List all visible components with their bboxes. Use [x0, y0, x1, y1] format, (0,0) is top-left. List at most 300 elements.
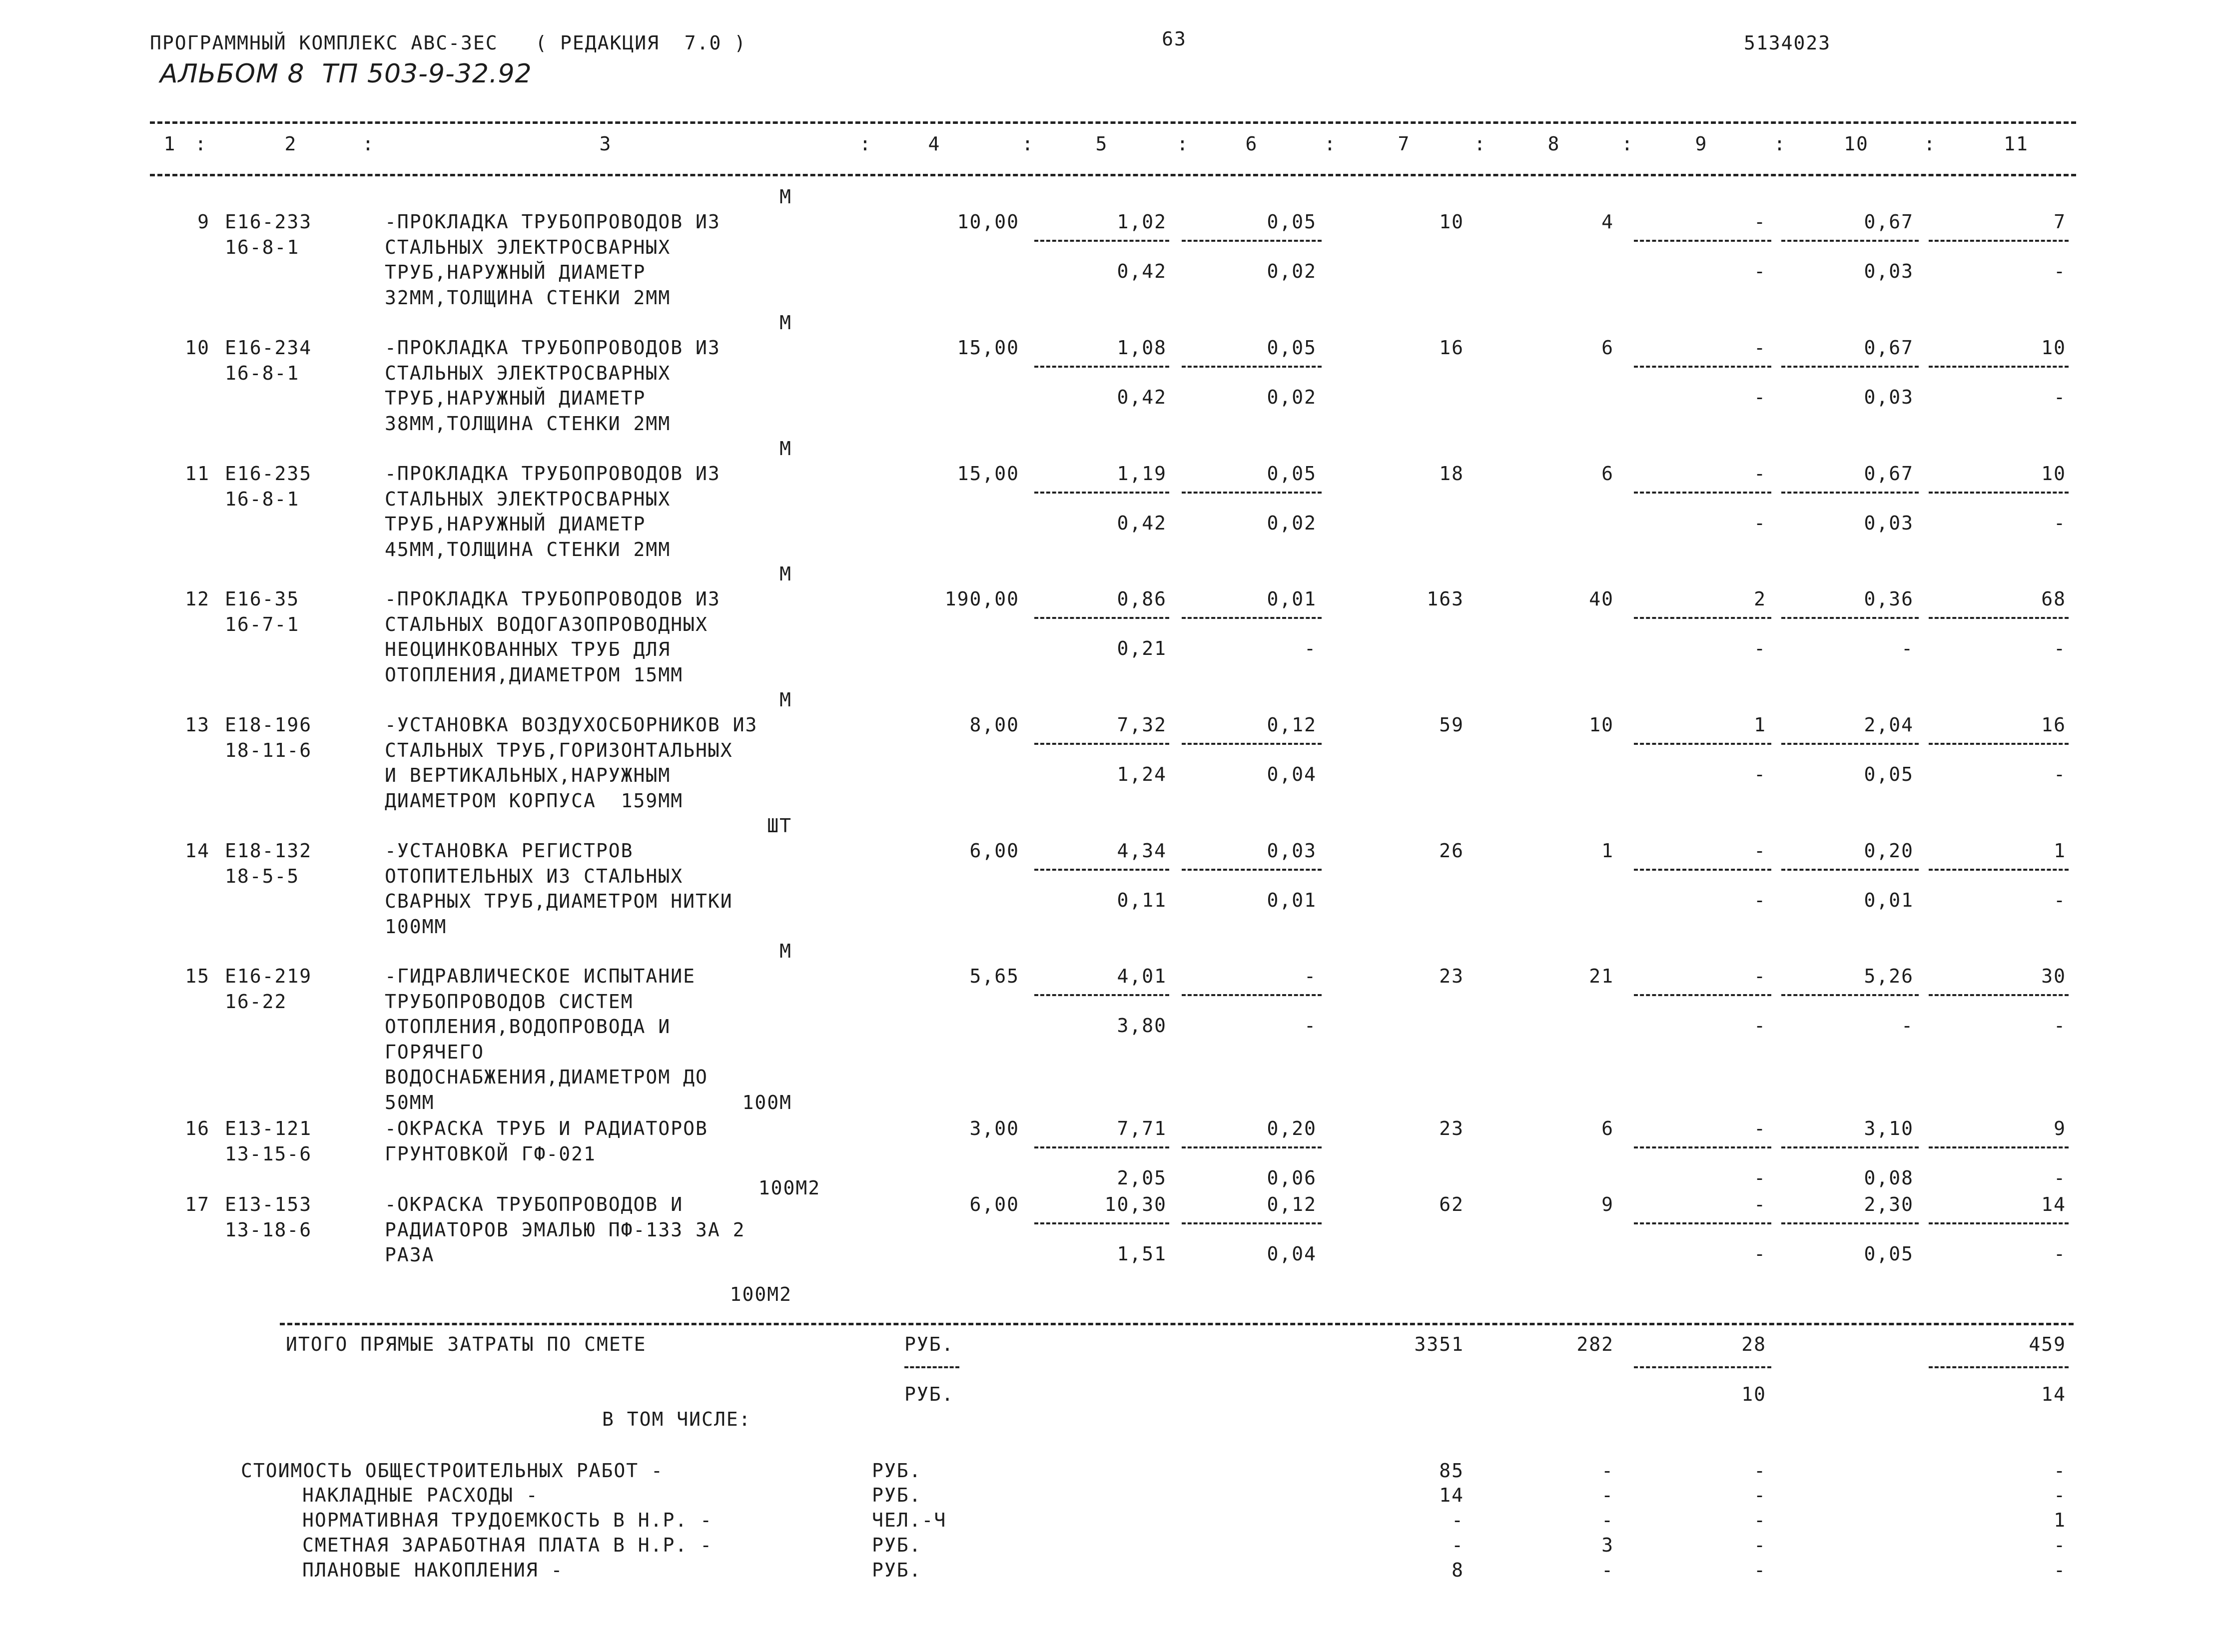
work-description: 50ММ	[385, 1091, 435, 1113]
labor-total: 30	[2041, 965, 2066, 987]
work-description: СТАЛЬНЫХ ВОДОГАЗОПРОВОДНЫХ	[385, 613, 708, 635]
breakdown-unit: РУБ.	[872, 1559, 922, 1581]
unit-cost-wages: 0,42	[1117, 260, 1167, 282]
breakdown-wages: -	[1601, 1559, 1614, 1581]
machine-total: -	[1754, 840, 1766, 862]
column-header-10: 10	[1844, 133, 1869, 155]
unit-label: М	[779, 940, 792, 962]
norm-code-2: 16-7-1	[225, 613, 300, 635]
breakdown-label: НОРМАТИВНАЯ ТРУДОЕМКОСТЬ В Н.Р. -	[302, 1509, 713, 1531]
total-cost: 62	[1439, 1193, 1464, 1215]
unit-label: М	[779, 312, 792, 334]
work-description: 38ММ,ТОЛЩИНА СТЕНКИ 2ММ	[385, 412, 671, 435]
totals-machine-wages: 10	[1741, 1383, 1766, 1405]
album-stamp: АЛЬБОМ 8 ТП 503-9-32.92	[160, 59, 532, 89]
unit-cost-total: 1,02	[1117, 211, 1167, 233]
norm-code: Е18-196	[225, 714, 312, 736]
breakdown-unit: РУБ.	[872, 1534, 922, 1556]
labor-total-machine: -	[2054, 889, 2066, 911]
work-description: -ПРОКЛАДКА ТРУБОПРОВОДОВ ИЗ	[385, 337, 721, 359]
unit-cost-wages: 1,51	[1117, 1243, 1167, 1265]
fraction-rule	[1781, 994, 1919, 996]
norm-code-2: 16-22	[225, 990, 287, 1013]
unit-cost-wages: 0,11	[1117, 889, 1167, 911]
work-description: 45ММ,ТОЛЩИНА СТЕНКИ 2ММ	[385, 538, 671, 560]
labor-total: 14	[2041, 1193, 2066, 1215]
quantity: 15,00	[957, 463, 1019, 485]
work-description: ГРУНТОВКОЙ ГФ-021	[385, 1142, 596, 1165]
machine-cost: 0,05	[1267, 211, 1317, 233]
header-rule-bottom	[150, 174, 2076, 176]
work-description: ГОРЯЧЕГО	[385, 1041, 485, 1063]
totals-wages: 282	[1576, 1333, 1614, 1355]
column-header-6: 6	[1245, 133, 1258, 155]
fraction-rule	[1182, 617, 1322, 619]
work-description: ОТОПЛЕНИЯ,ВОДОПРОВОДА И	[385, 1016, 671, 1038]
total-cost: 10	[1439, 211, 1464, 233]
breakdown-wages: 3	[1601, 1534, 1614, 1556]
breakdown-machine: -	[1754, 1534, 1766, 1556]
totals-unit-2: РУБ.	[904, 1383, 954, 1405]
breakdown-label: СМЕТНАЯ ЗАРАБОТНАЯ ПЛАТА В Н.Р. -	[302, 1534, 713, 1556]
unit-rule	[904, 1366, 959, 1368]
total-wages: 40	[1589, 588, 1614, 610]
fraction-rule	[1929, 240, 2069, 242]
norm-code: Е16-233	[225, 211, 312, 233]
machine-wages: 0,02	[1267, 386, 1317, 408]
fraction-rule	[1182, 994, 1322, 996]
column-header-row	[0, 131, 2213, 157]
fraction-rule	[1034, 1146, 1169, 1148]
fraction-rule	[1182, 1222, 1322, 1224]
labor-unit-machine: 0,03	[1864, 260, 1914, 282]
norm-code: Е13-153	[225, 1193, 312, 1215]
unit-cost-wages: 2,05	[1117, 1167, 1167, 1189]
unit-label: 100М2	[730, 1283, 792, 1305]
breakdown-label: НАКЛАДНЫЕ РАСХОДЫ -	[302, 1484, 539, 1506]
work-description: ОТОПЛЕНИЯ,ДИАМЕТРОМ 15ММ	[385, 663, 684, 686]
row-number: 11	[185, 463, 210, 485]
fraction-rule	[1634, 869, 1771, 871]
machine-total: -	[1754, 1193, 1766, 1215]
unit-cost-total: 4,01	[1117, 965, 1167, 987]
column-separator: :	[195, 133, 207, 155]
labor-total-machine: -	[2054, 386, 2066, 408]
work-description: НЕОЦИНКОВАННЫХ ТРУБ ДЛЯ	[385, 638, 671, 660]
machine-total-wages: -	[1754, 1167, 1766, 1189]
unit-cost-total: 7,32	[1117, 714, 1167, 736]
norm-code: Е16-35	[225, 588, 300, 610]
fraction-rule	[1781, 617, 1919, 619]
work-description: -ПРОКЛАДКА ТРУБОПРОВОДОВ ИЗ	[385, 588, 721, 610]
breakdown-unit: РУБ.	[872, 1460, 922, 1482]
quantity: 6,00	[969, 840, 1019, 862]
machine-total: 2	[1754, 588, 1766, 610]
unit-label: ШТ	[767, 815, 792, 837]
breakdown-wages: -	[1601, 1460, 1614, 1482]
work-description: СТАЛЬНЫХ ЭЛЕКТРОСВАРНЫХ	[385, 236, 671, 258]
total-wages: 4	[1601, 211, 1614, 233]
machine-cost: 0,05	[1267, 463, 1317, 485]
document-number: 5134023	[1744, 32, 1831, 54]
fraction-rule	[1034, 240, 1169, 242]
fraction-rule	[1034, 743, 1169, 745]
row-number: 10	[185, 337, 210, 359]
row-number: 16	[185, 1117, 210, 1139]
machine-wages: 0,01	[1267, 889, 1317, 911]
quantity: 15,00	[957, 337, 1019, 359]
unit-cost-total: 0,86	[1117, 588, 1167, 610]
labor-unit-machine: 0,03	[1864, 512, 1914, 534]
machine-cost: -	[1304, 965, 1317, 987]
unit-cost-wages: 0,21	[1117, 637, 1167, 659]
unit-cost-wages: 0,42	[1117, 512, 1167, 534]
labor-unit: 0,36	[1864, 588, 1914, 610]
unit-cost-total: 1,08	[1117, 337, 1167, 359]
work-description: -ПРОКЛАДКА ТРУБОПРОВОДОВ ИЗ	[385, 211, 721, 233]
totals-labor: 459	[2029, 1333, 2066, 1355]
fraction-rule	[1929, 743, 2069, 745]
labor-unit: 0,20	[1864, 840, 1914, 862]
totals-labor-machine: 14	[2041, 1383, 2066, 1405]
norm-code-2: 16-8-1	[225, 488, 300, 510]
machine-total-wages: -	[1754, 763, 1766, 785]
column-separator: :	[859, 133, 872, 155]
fraction-rule	[1634, 1366, 1771, 1368]
fraction-rule	[1929, 1146, 2069, 1148]
including-label: В ТОМ ЧИСЛЕ:	[602, 1408, 751, 1430]
labor-unit: 2,30	[1864, 1193, 1914, 1215]
labor-total: 7	[2054, 211, 2066, 233]
work-description: 32ММ,ТОЛЩИНА СТЕНКИ 2ММ	[385, 286, 671, 309]
breakdown-cost: 14	[1439, 1484, 1464, 1506]
fraction-rule	[1634, 617, 1771, 619]
work-description: РАЗА	[385, 1244, 435, 1266]
totals-cost: 3351	[1414, 1333, 1464, 1355]
norm-code: Е16-219	[225, 965, 312, 987]
machine-wages: 0,02	[1267, 260, 1317, 282]
fraction-rule	[1634, 1222, 1771, 1224]
labor-total: 68	[2041, 588, 2066, 610]
machine-wages: 0,06	[1267, 1167, 1317, 1189]
breakdown-machine: -	[1754, 1484, 1766, 1506]
labor-total: 10	[2041, 337, 2066, 359]
total-cost: 26	[1439, 840, 1464, 862]
fraction-rule	[1929, 994, 2069, 996]
unit-label: 100М2	[758, 1177, 821, 1199]
fraction-rule	[1182, 869, 1322, 871]
work-description: -ОКРАСКА ТРУБОПРОВОДОВ И	[385, 1193, 684, 1215]
total-wages: 6	[1601, 337, 1614, 359]
total-wages: 10	[1589, 714, 1614, 736]
total-cost: 23	[1439, 1117, 1464, 1139]
machine-cost: 0,20	[1267, 1117, 1317, 1139]
work-description: СТАЛЬНЫХ ЭЛЕКТРОСВАРНЫХ	[385, 362, 671, 384]
unit-cost-total: 4,34	[1117, 840, 1167, 862]
fraction-rule	[1182, 240, 1322, 242]
fraction-rule	[1634, 743, 1771, 745]
fraction-rule	[1034, 869, 1169, 871]
breakdown-unit: РУБ.	[872, 1484, 922, 1506]
work-description: СВАРНЫХ ТРУБ,ДИАМЕТРОМ НИТКИ	[385, 890, 733, 912]
unit-label: М	[779, 186, 792, 208]
work-description: ДИАМЕТРОМ КОРПУСА 159ММ	[385, 789, 684, 812]
machine-total: -	[1754, 463, 1766, 485]
labor-total-machine: -	[2054, 763, 2066, 785]
column-separator: :	[1474, 133, 1486, 155]
totals-rule	[280, 1323, 2074, 1325]
labor-total-machine: -	[2054, 512, 2066, 534]
norm-code-2: 13-15-6	[225, 1142, 312, 1165]
fraction-rule	[1634, 366, 1771, 368]
quantity: 190,00	[944, 588, 1019, 610]
work-description: ТРУБ,НАРУЖНЫЙ ДИАМЕТР	[385, 513, 646, 535]
machine-cost: 0,05	[1267, 337, 1317, 359]
fraction-rule	[1781, 1146, 1919, 1148]
fraction-rule	[1929, 869, 2069, 871]
fraction-rule	[1182, 492, 1322, 494]
fraction-rule	[1034, 492, 1169, 494]
fraction-rule	[1929, 492, 2069, 494]
work-description: -ОКРАСКА ТРУБ И РАДИАТОРОВ	[385, 1117, 708, 1139]
work-description: -УСТАНОВКА ВОЗДУХОСБОРНИКОВ ИЗ	[385, 714, 758, 736]
work-description: -УСТАНОВКА РЕГИСТРОВ	[385, 840, 634, 862]
column-separator: :	[362, 133, 375, 155]
labor-unit: 3,10	[1864, 1117, 1914, 1139]
machine-total-wages: -	[1754, 637, 1766, 659]
norm-code-2: 18-11-6	[225, 739, 312, 761]
row-number: 17	[185, 1193, 210, 1215]
fraction-rule	[1634, 1146, 1771, 1148]
fraction-rule	[1634, 994, 1771, 996]
total-wages: 21	[1589, 965, 1614, 987]
fraction-rule	[1781, 366, 1919, 368]
machine-total: -	[1754, 211, 1766, 233]
fraction-rule	[1781, 492, 1919, 494]
total-cost: 59	[1439, 714, 1464, 736]
row-number: 13	[185, 714, 210, 736]
total-cost: 23	[1439, 965, 1464, 987]
fraction-rule	[1929, 366, 2069, 368]
row-number: 12	[185, 588, 210, 610]
breakdown-labor: -	[2054, 1559, 2066, 1581]
norm-code-2: 16-8-1	[225, 236, 300, 258]
labor-total: 10	[2041, 463, 2066, 485]
machine-cost: 0,12	[1267, 714, 1317, 736]
labor-total: 16	[2041, 714, 2066, 736]
machine-total-wages: -	[1754, 386, 1766, 408]
labor-unit-machine: 0,01	[1864, 889, 1914, 911]
labor-total-machine: -	[2054, 1243, 2066, 1265]
fraction-rule	[1929, 1222, 2069, 1224]
breakdown-cost: 8	[1452, 1559, 1464, 1581]
breakdown-cost: -	[1452, 1509, 1464, 1531]
labor-unit: 2,04	[1864, 714, 1914, 736]
totals-machine: 28	[1741, 1333, 1766, 1355]
fraction-rule	[1182, 1146, 1322, 1148]
labor-total-machine: -	[2054, 260, 2066, 282]
total-wages: 6	[1601, 463, 1614, 485]
fraction-rule	[1634, 240, 1771, 242]
norm-code-2: 18-5-5	[225, 865, 300, 887]
machine-cost: 0,01	[1267, 588, 1317, 610]
machine-total: -	[1754, 337, 1766, 359]
column-header-11: 11	[2004, 133, 2029, 155]
work-description: ВОДОСНАБЖЕНИЯ,ДИАМЕТРОМ ДО	[385, 1066, 708, 1088]
total-wages: 9	[1601, 1193, 1614, 1215]
column-header-9: 9	[1695, 133, 1708, 155]
machine-total-wages: -	[1754, 260, 1766, 282]
total-cost: 16	[1439, 337, 1464, 359]
work-description: -ГИДРАВЛИЧЕСКОЕ ИСПЫТАНИЕ	[385, 965, 696, 987]
labor-unit: 0,67	[1864, 337, 1914, 359]
total-wages: 1	[1601, 840, 1614, 862]
norm-code: Е18-132	[225, 840, 312, 862]
quantity: 6,00	[969, 1193, 1019, 1215]
unit-cost-wages: 0,42	[1117, 386, 1167, 408]
quantity: 8,00	[969, 714, 1019, 736]
work-description: СТАЛЬНЫХ ТРУБ,ГОРИЗОНТАЛЬНЫХ	[385, 739, 733, 761]
norm-code: Е16-234	[225, 337, 312, 359]
unit-cost-total: 1,19	[1117, 463, 1167, 485]
labor-total: 9	[2054, 1117, 2066, 1139]
breakdown-machine: -	[1754, 1509, 1766, 1531]
fraction-rule	[1182, 743, 1322, 745]
machine-total: 1	[1754, 714, 1766, 736]
labor-unit-machine: -	[1901, 1015, 1914, 1037]
unit-cost-wages: 3,80	[1117, 1015, 1167, 1037]
fraction-rule	[1781, 743, 1919, 745]
breakdown-unit: ЧЕЛ.-Ч	[872, 1509, 947, 1531]
header-rule-top	[150, 121, 2076, 124]
machine-total-wages: -	[1754, 1243, 1766, 1265]
column-separator: :	[1621, 133, 1634, 155]
work-description: -ПРОКЛАДКА ТРУБОПРОВОДОВ ИЗ	[385, 463, 721, 485]
norm-code-2: 13-18-6	[225, 1218, 312, 1241]
labor-total: 1	[2054, 840, 2066, 862]
column-separator: :	[1924, 133, 1936, 155]
breakdown-labor: -	[2054, 1460, 2066, 1482]
quantity: 3,00	[969, 1117, 1019, 1139]
column-header-4: 4	[928, 133, 941, 155]
machine-total-wages: -	[1754, 889, 1766, 911]
breakdown-wages: -	[1601, 1484, 1614, 1506]
unit-label: М	[779, 689, 792, 711]
work-description: ОТОПИТЕЛЬНЫХ ИЗ СТАЛЬНЫХ	[385, 865, 684, 887]
labor-unit-machine: 0,03	[1864, 386, 1914, 408]
fraction-rule	[1634, 492, 1771, 494]
fraction-rule	[1034, 994, 1169, 996]
labor-unit-machine: 0,05	[1864, 1243, 1914, 1265]
machine-cost: 0,03	[1267, 840, 1317, 862]
fraction-rule	[1034, 1222, 1169, 1224]
column-header-1: 1	[163, 133, 176, 155]
breakdown-wages: -	[1601, 1509, 1614, 1531]
unit-cost-total: 7,71	[1117, 1117, 1167, 1139]
machine-wages: -	[1304, 637, 1317, 659]
fraction-rule	[1781, 869, 1919, 871]
fraction-rule	[1034, 366, 1169, 368]
breakdown-labor: -	[2054, 1484, 2066, 1506]
row-number: 9	[197, 211, 210, 233]
norm-code: Е13-121	[225, 1117, 312, 1139]
column-separator: :	[1324, 133, 1337, 155]
machine-wages: 0,04	[1267, 763, 1317, 785]
norm-code: Е16-235	[225, 463, 312, 485]
quantity: 10,00	[957, 211, 1019, 233]
machine-wages: -	[1304, 1015, 1317, 1037]
total-cost: 163	[1427, 588, 1464, 610]
breakdown-machine: -	[1754, 1460, 1766, 1482]
norm-code-2: 16-8-1	[225, 362, 300, 384]
column-separator: :	[1774, 133, 1786, 155]
unit-cost-total: 10,30	[1104, 1193, 1167, 1215]
unit-label: М	[779, 438, 792, 460]
labor-unit: 0,67	[1864, 211, 1914, 233]
breakdown-machine: -	[1754, 1559, 1766, 1581]
row-number: 14	[185, 840, 210, 862]
unit-label: 100М	[742, 1092, 792, 1113]
work-description: 100ММ	[385, 915, 447, 938]
total-wages: 6	[1601, 1117, 1614, 1139]
column-separator: :	[1177, 133, 1189, 155]
breakdown-label: СТОИМОСТЬ ОБЩЕСТРОИТЕЛЬНЫХ РАБОТ -	[241, 1460, 664, 1482]
labor-unit-machine: 0,05	[1864, 763, 1914, 785]
page-number: 63	[1162, 28, 1187, 50]
column-header-8: 8	[1547, 133, 1560, 155]
quantity: 5,65	[969, 965, 1019, 987]
work-description: ТРУБОПРОВОДОВ СИСТЕМ	[385, 990, 634, 1013]
labor-unit: 0,67	[1864, 463, 1914, 485]
labor-total-machine: -	[2054, 1167, 2066, 1189]
work-description: ТРУБ,НАРУЖНЫЙ ДИАМЕТР	[385, 261, 646, 283]
fraction-rule	[1781, 240, 1919, 242]
fraction-rule	[1781, 1222, 1919, 1224]
fraction-rule	[1182, 366, 1322, 368]
machine-total: -	[1754, 1117, 1766, 1139]
work-description: ТРУБ,НАРУЖНЫЙ ДИАМЕТР	[385, 387, 646, 409]
labor-total-machine: -	[2054, 1015, 2066, 1037]
program-header: ПРОГРАММНЫЙ КОМПЛЕКС АВС-3ЕС ( РЕДАКЦИЯ 7.0 )	[150, 32, 747, 54]
unit-label: М	[779, 563, 792, 585]
work-description: СТАЛЬНЫХ ЭЛЕКТРОСВАРНЫХ	[385, 488, 671, 510]
column-header-7: 7	[1398, 133, 1411, 155]
totals-label: ИТОГО ПРЯМЫЕ ЗАТРАТЫ ПО СМЕТЕ	[286, 1333, 647, 1355]
unit-cost-wages: 1,24	[1117, 763, 1167, 785]
fraction-rule	[1929, 617, 2069, 619]
column-header-5: 5	[1095, 133, 1108, 155]
labor-unit-machine: 0,08	[1864, 1167, 1914, 1189]
fraction-rule	[1929, 1366, 2069, 1368]
row-number: 15	[185, 965, 210, 987]
machine-total: -	[1754, 965, 1766, 987]
column-separator: :	[1022, 133, 1034, 155]
work-description: И ВЕРТИКАЛЬНЫХ,НАРУЖНЫМ	[385, 764, 671, 786]
column-header-3: 3	[599, 133, 612, 155]
breakdown-label: ПЛАНОВЫЕ НАКОПЛЕНИЯ -	[302, 1559, 564, 1581]
machine-wages: 0,02	[1267, 512, 1317, 534]
column-header-2: 2	[284, 133, 297, 155]
labor-total-machine: -	[2054, 637, 2066, 659]
work-description: РАДИАТОРОВ ЭМАЛЬЮ ПФ-133 ЗА 2	[385, 1218, 745, 1241]
machine-cost: 0,12	[1267, 1193, 1317, 1215]
breakdown-labor: -	[2054, 1534, 2066, 1556]
breakdown-cost: 85	[1439, 1460, 1464, 1482]
totals-unit: РУБ.	[904, 1333, 954, 1355]
total-cost: 18	[1439, 463, 1464, 485]
breakdown-labor: 1	[2054, 1509, 2066, 1531]
machine-total-wages: -	[1754, 1015, 1766, 1037]
